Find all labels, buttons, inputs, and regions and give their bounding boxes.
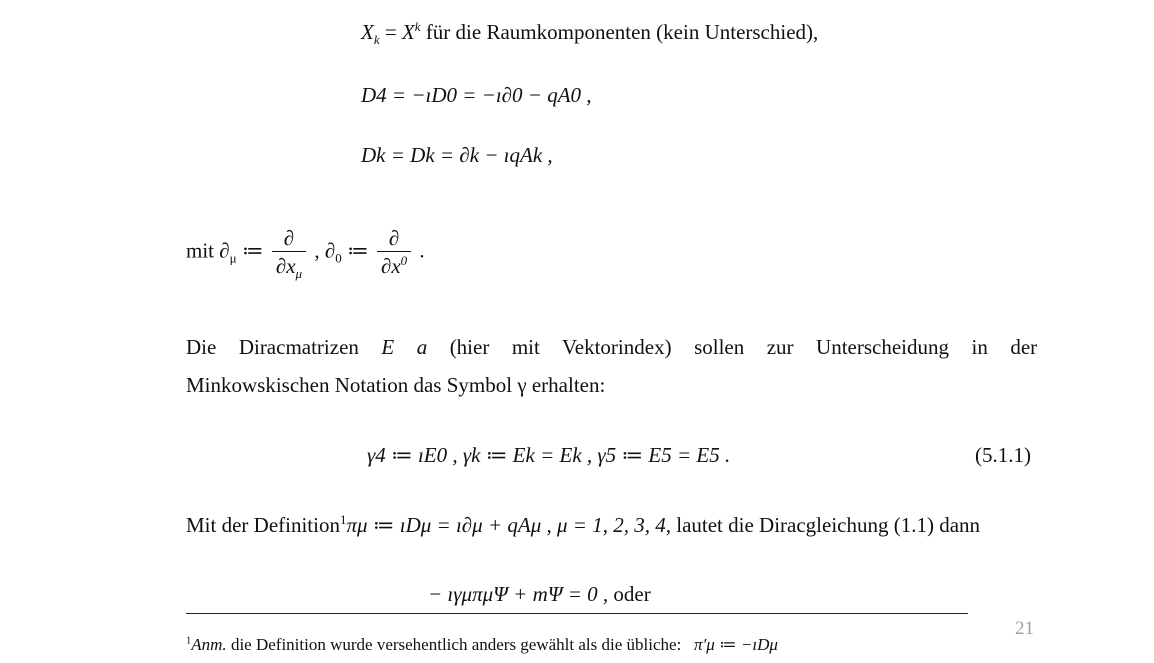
mit-word: mit — [186, 238, 215, 263]
word: Vektorindex) — [561, 335, 672, 359]
equation-dirac — [428, 582, 651, 607]
footnote-formula: π′μ ≔ −ıDμ — [694, 635, 778, 654]
comma-1: , — [309, 238, 320, 263]
definition-prefix: Mit der Definition — [186, 513, 340, 537]
footnote-mark: 1 — [186, 635, 192, 647]
partial-zero: ∂ — [324, 238, 336, 263]
partial-zero-sub: 0 — [335, 250, 342, 266]
definition-formula: πμ ≔ ıDμ = ı∂μ + qAμ , μ = 1, 2, 3, 4, — [346, 513, 671, 537]
eq-lhs: X — [361, 20, 374, 44]
fraction-1-den-sub: μ — [295, 266, 303, 282]
word: in — [971, 335, 988, 359]
eq-equals: = — [379, 20, 402, 44]
partial-mu-sub: μ — [229, 250, 237, 266]
eq-rhs: X — [401, 20, 415, 44]
equation-5-1-1: γ4 ≔ ıE0 , γk ≔ Ek = Ek , γ5 ≔ E5 = E5 . — [367, 443, 731, 467]
footnote-reference[interactable]: 1 — [339, 512, 347, 527]
period-1: . — [414, 238, 425, 263]
fraction-2-den-sup: 0 — [400, 253, 408, 268]
definition-suffix: lautet die Diracgleichung (1.1) dann — [670, 513, 981, 537]
word: zur — [766, 335, 794, 359]
fraction-2-den — [377, 251, 411, 279]
word: mit — [511, 335, 540, 359]
word: sollen — [694, 335, 745, 359]
dirac-formula: − ıγμπμΨ + mΨ = 0 , — [428, 582, 609, 606]
word: Diracmatrizen — [238, 335, 359, 359]
footnote-text: die Definition wurde versehentlich anders gewählt als die übliche: — [226, 635, 682, 654]
equation-number: (5.1.1) — [975, 443, 1031, 467]
fraction-2 — [377, 226, 411, 279]
eq-text: für die Raumkomponenten (kein Unterschied), — [420, 20, 819, 44]
paragraph-definition — [186, 513, 980, 538]
word: Die — [186, 335, 217, 359]
fraction-1 — [272, 226, 306, 282]
fraction-1-den-var: ∂x — [275, 254, 296, 278]
word: der — [1010, 335, 1038, 359]
dirac-oder: oder — [608, 582, 651, 606]
footnote-label: Anm. — [191, 635, 227, 654]
page-number: 21 — [1015, 618, 1034, 639]
assign-1: ≔ — [236, 238, 269, 263]
word: (hier — [449, 335, 490, 359]
eq-rhs-sup: k — [414, 19, 421, 34]
paragraph-diracmatrizen-line2: Minkowskischen Notation das Symbol γ erhalten: — [186, 373, 606, 397]
paragraph-diracmatrizen-line1 — [186, 335, 1037, 360]
word: Unterscheidung — [816, 335, 949, 359]
partial-mu: ∂ — [219, 238, 230, 263]
footnote — [186, 635, 778, 655]
eq-lhs-sub: k — [373, 32, 380, 48]
equation-raumkomponenten — [361, 19, 819, 48]
symbol-e-a: E a — [381, 335, 428, 359]
assign-2: ≔ — [341, 238, 374, 263]
fraction-1-num: ∂ — [283, 226, 295, 250]
footnote-divider — [186, 613, 968, 614]
equation-dk: Dk = Dk = ∂k − ıqAk , — [361, 143, 553, 167]
fraction-2-num: ∂ — [388, 226, 400, 250]
fraction-2-den-var: ∂x — [380, 254, 401, 278]
equation-d4: D4 = −ıD0 = −ı∂0 − qA0 , — [361, 83, 592, 107]
fraction-1-den — [272, 251, 306, 282]
definition-partial-derivatives — [186, 226, 425, 282]
